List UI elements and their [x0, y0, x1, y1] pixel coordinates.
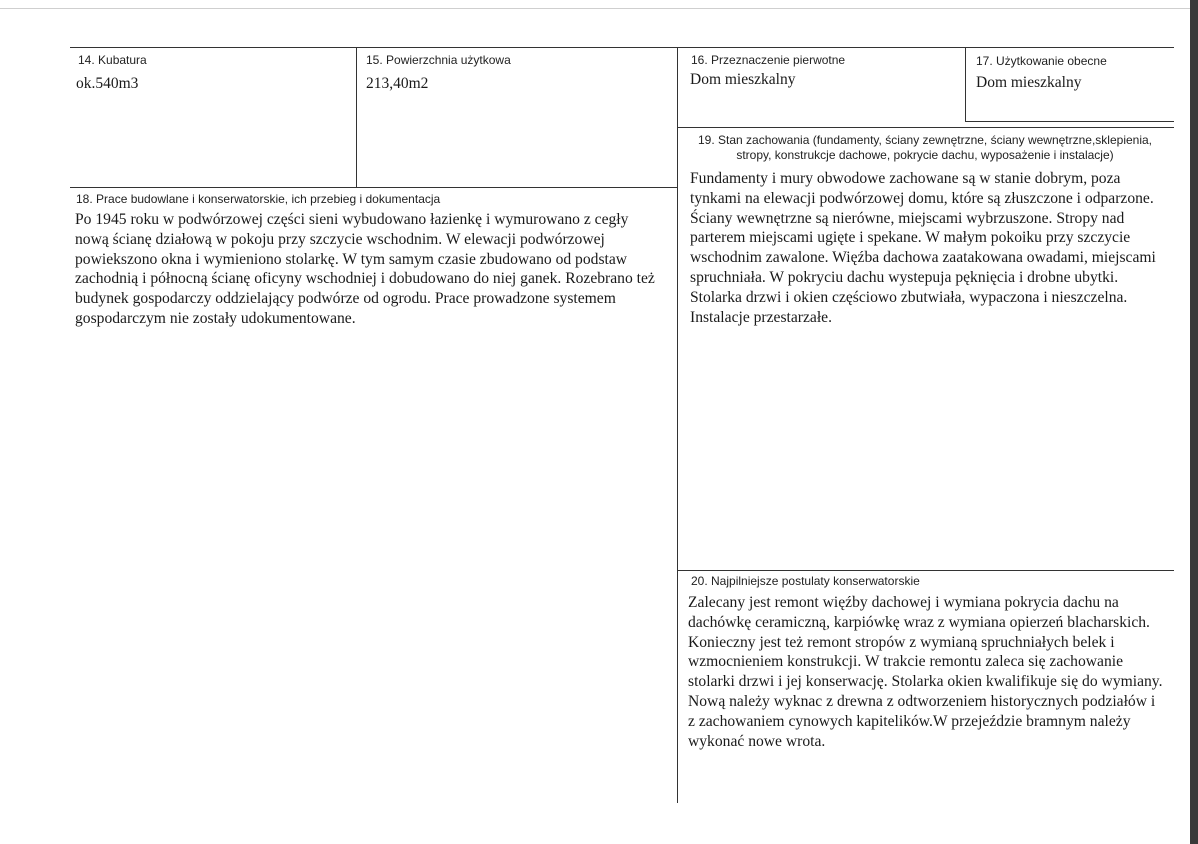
field-14-value: ok.540m3	[76, 75, 139, 92]
field-20-label: 20. Najpilniejsze postulaty konserwatorskie	[691, 574, 920, 588]
top-rule	[70, 47, 1174, 48]
scan-edge	[1190, 0, 1198, 844]
divider-14-15	[356, 47, 357, 187]
rule-above-20	[677, 570, 1174, 571]
divider-16-17	[965, 47, 966, 121]
rule-below-17	[965, 121, 1174, 122]
field-17-label: 17. Użytkowanie obecne	[976, 54, 1107, 68]
field-15-label: 15. Powierzchnia użytkowa	[366, 53, 511, 67]
field-15-value: 213,40m2	[366, 75, 429, 92]
field-17-value: Dom mieszkalny	[976, 74, 1082, 91]
field-18-text: Po 1945 roku w podwórzowej części sieni wybudowano łazienkę i wymurowano z cegły nową ścianę działową w pokoju przy szczycie wschodnim. W elewacji podwórzowej powiekszono okna i wymieniono stolarkę. W tym samym czasie zbudowano od podstaw zachodnią i północną ścianę oficyny wschodniej i dobudowano do niej ganek. Rozebrano też budynek gospodarczy oddzielający podwórze od ogrodu. Prace prowadzone systemem gospodarczym nie zostały udokumentowane.	[75, 211, 655, 327]
field-19-text: Fundamenty i mury obwodowe zachowane są w stanie dobrym, poza tynkami na elewacji podwórzowej domu, które są złuszczone i odparzone. Ściany wewnętrzne są nierówne, miejscami wybrzuszone. Stropy nad parterem miejscami ugięte i spekane. W małym pokoiku przy szczycie wschodnim zawalone. Więźba dachowa zaatakowana owadami, miejscami spruchniała. W pokryciu dachu wystepuja pęknięcia i drobne ubytki. Stolarka drzwi i okien częściowo zbutwiała, wypaczona i nieszczelna. Instalacje przestarzałe.	[690, 170, 1156, 326]
center-divider	[677, 47, 678, 803]
field-16-label: 16. Przeznaczenie pierwotne	[691, 53, 846, 67]
field-19-label: 19. Stan zachowania (fundamenty, ściany zewnętrzne, ściany wewnętrzne,sklepienia, stropy, konstrukcje dachowe, pokrycie dachu, wyposażenie i instalacje)	[697, 133, 1153, 162]
field-20-text: Zalecany jest remont więźby dachowej i wymiana pokrycia dachu na dachówkę ceramiczną, karpiówkę wraz z wymiana opierzeń blacharskich. Konieczny jest też remont stropów z wymianą spruchniałych belek i wzmocnieniem konstrukcji. W trakcie remontu zaleca się zachowanie stolarki drzwi i jej konserwację. Stolarka okien kwalifikuje się do wymiany. Nową należy wyknac z drewna z odtworzeniem historycznych podziałów i z zachowaniem cynowych kapitelików.W przejeździe bramnym należy wykonać nowe wrota.	[688, 594, 1163, 750]
field-18-label: 18. Prace budowlane i konserwatorskie, ich przebieg i dokumentacja	[76, 192, 441, 206]
field-14-label: 14. Kubatura	[78, 53, 147, 67]
rule-above-18	[70, 187, 677, 188]
rule-below-16	[677, 127, 1174, 128]
top-border-line	[0, 8, 1198, 9]
field-16-value: Dom mieszkalny	[690, 71, 796, 88]
